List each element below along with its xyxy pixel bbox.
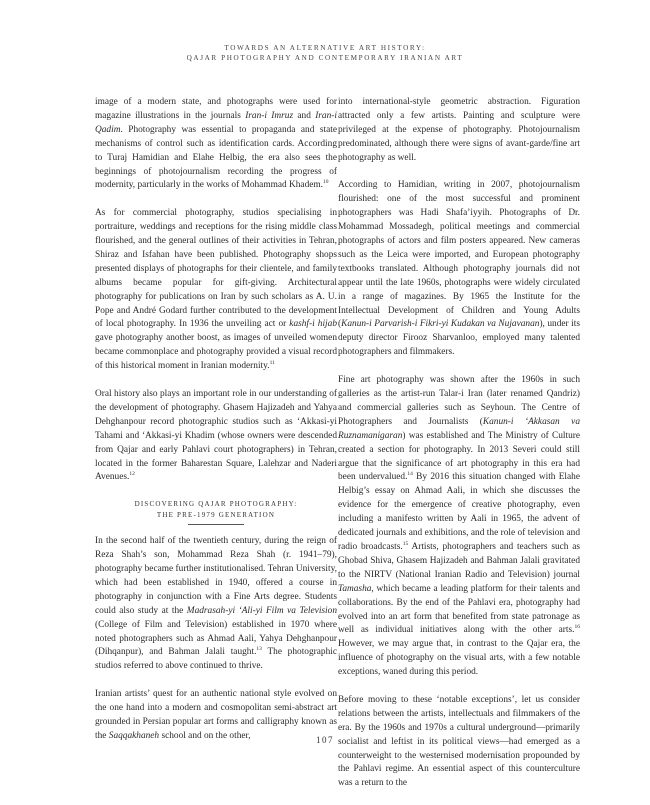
paragraph: As for commercial photography, studios specialising in portraiture, weddings and receptions for the rising middle class flourished, and the general outlines of their activities in Tehran, Shiraz and Isfahan have been published. Photography shops presented displays of photographs for their clientele, and family albums became popular for gift-giving. Architectural photography for publications on Iran by such scholars as A. U. Pope and André Godard further contributed to the development of local photography. In 1936 the unveiling act or kashf-i hijab gave photography another boost, as images of unveiled women became commonplace and photography provided a visual record of this historical moment in Iranian modernity.$^{11}$	[95, 208, 337, 372]
footnote-ref: 10	[323, 179, 329, 186]
running-head-title: TOWARDS AN ALTERNATIVE ART HISTORY:	[224, 44, 426, 52]
footnote-ref: 14	[407, 471, 413, 478]
paragraph: Fine art photography was shown after the 1960s in such galleries as the artist-run Talar-i Iran (later renamed Qandriz) and commercial galleries such as Seyhoun. The Centre of Photographers and Journalists (Kanun-i ‘Akkasan va Ruznamanigaran) was established and The Ministry of Culture created a section for photography. In 2013 Severi could still argue that the significance of art photography in this era had been undervalued.$^{14}$ By 2016 this situation changed with Elahe Helbig’s essay on Ahmad Aali, in which she discusses the evidence for the emergence of creative photography, even including a manifesto written by Aali in 1965, the advent of dedicated journals and exhibitions, and the role of television and radio broadcasts.$^{15}$ Artists, photographers and teachers such as Ghobad Shiva, Ghasem Hajizadeh and Bahman Jalali gravitated to the NIRTV (National Iranian Radio and Television) journal Tamasha, which became a leading platform for their talents and collaborations. By the end of the Pahlavi era, photography had evolved into an art form that benefited from state patronage as well as individual initiatives along with the other arts.$^{16}$ However, we may argue that, in contrast to the Qajar era, the influence of photography on the visual arts, with a few notable exceptions, waned during this period.	[338, 375, 580, 678]
section-heading-line1: DISCOVERING QAJAR PHOTOGRAPHY:	[134, 500, 298, 509]
footnote-ref: 15	[402, 540, 409, 547]
paragraph: According to Hamidian, writing in 2007, photojournalism flourished: one of the most successful and prominent photographers was Hadi Shafa’iyyih. Photographs of Dr. Mohammad Mossadegh, political meetings and commercial photographs of actors and film posters appeared. New cameras such as the Leica were imported, and European photography textbooks translated. Although photography journals did not appear until the late 1960s, photographs were widely circulated in a range of magazines. By 1965 the Institute for the Intellectual Development of Children and Young Adults (Kanun-i Parvarish-i Fikri-yi Kudakan va Nujavanan), under its deputy director Firooz Sharvanloo, employed many talented photographers and filmmakers.	[338, 180, 580, 358]
right-column	[338, 96, 580, 805]
paragraph: into international-style geometric abstraction. Figuration attracted only a few artists. Painting and sculpture were privileged at the expense of photography. Photojournalism predominated, although there were signs of avant-garde/fine art photography as well.	[338, 97, 580, 163]
footnote-ref: 11	[269, 360, 275, 367]
paragraph: Before moving to these ‘notable exceptions’, let us consider relations between the artists, intellectuals and filmmakers of the era. By the 1960s and 1970s a cultural underground—primarily socialist and leftist in its political views—had emerged as a counterweight to the westernised modernisation propounded by the Pahlavi regime. An essential aspect of this counterculture was a return to the	[338, 694, 580, 789]
paragraph: image of a modern state, and photographs were used for magazine illustrations in the journals Iran-i Imruz and Iran-i Qadim. Photography was essential to propaganda and state mechanisms of control such as identification cards. According to Turaj Hamidian and Elahe Helbig, the era also sees the beginnings of photojournalism recording the progress of modernity, particularly in the works of Mohammad Khadem.$^{10}$	[95, 97, 337, 191]
paragraph: Oral history also plays an important role in our understanding of the development of photography. Ghasem Hajizadeh and Yahya Dehghanpour record photographic studios such as ‘Akkasi-yi Tahami and ‘Akkasi-yi Khadim (whose owners were descended from Qajar and early Pahlavi court photographers) in Tehran, located in the former Baharestan Square, Lalehzar and Naderi Avenues.$^{12}$	[95, 389, 337, 483]
footnote-ref: 13	[256, 646, 262, 653]
running-head-subtitle: QAJAR PHOTOGRAPHY AND CONTEMPORARY IRANIAN ART	[186, 54, 464, 62]
page-number: 107	[316, 735, 334, 745]
paragraph: In the second half of the twentieth century, during the reign of Reza Shah’s son, Mohammad Reza Shah (r. 1941–79), photography became further institutionalised. Tehran University, which had been established in 1940, offered a course in photography in conjunction with a Fine Arts degree. Students could also study at the Madrasah-yi ‘Ali-yi Film va Television (College of Film and Television) established in 1970 where noted photographers such as Ahmad Aali, Yahya Dehghanpour (Dihqanpur), and Bahman Jalali taught.$^{13}$ The photographic studios referred to above continued to thrive.	[95, 536, 337, 672]
left-column	[95, 96, 337, 758]
section-heading	[95, 499, 337, 521]
footnote-ref: 16	[574, 624, 580, 631]
section-heading-line2: THE PRE-1979 GENERATION	[156, 511, 276, 520]
section-divider	[188, 524, 244, 525]
paragraph: Iranian artists’ quest for an authentic national style evolved on the one hand into a modern and cosmopolitan semi-abstract art grounded in Persian popular art forms and calligraphy known as the Saqqakhaneh school and on the other,	[95, 689, 337, 741]
footnote-ref: 12	[129, 471, 135, 478]
